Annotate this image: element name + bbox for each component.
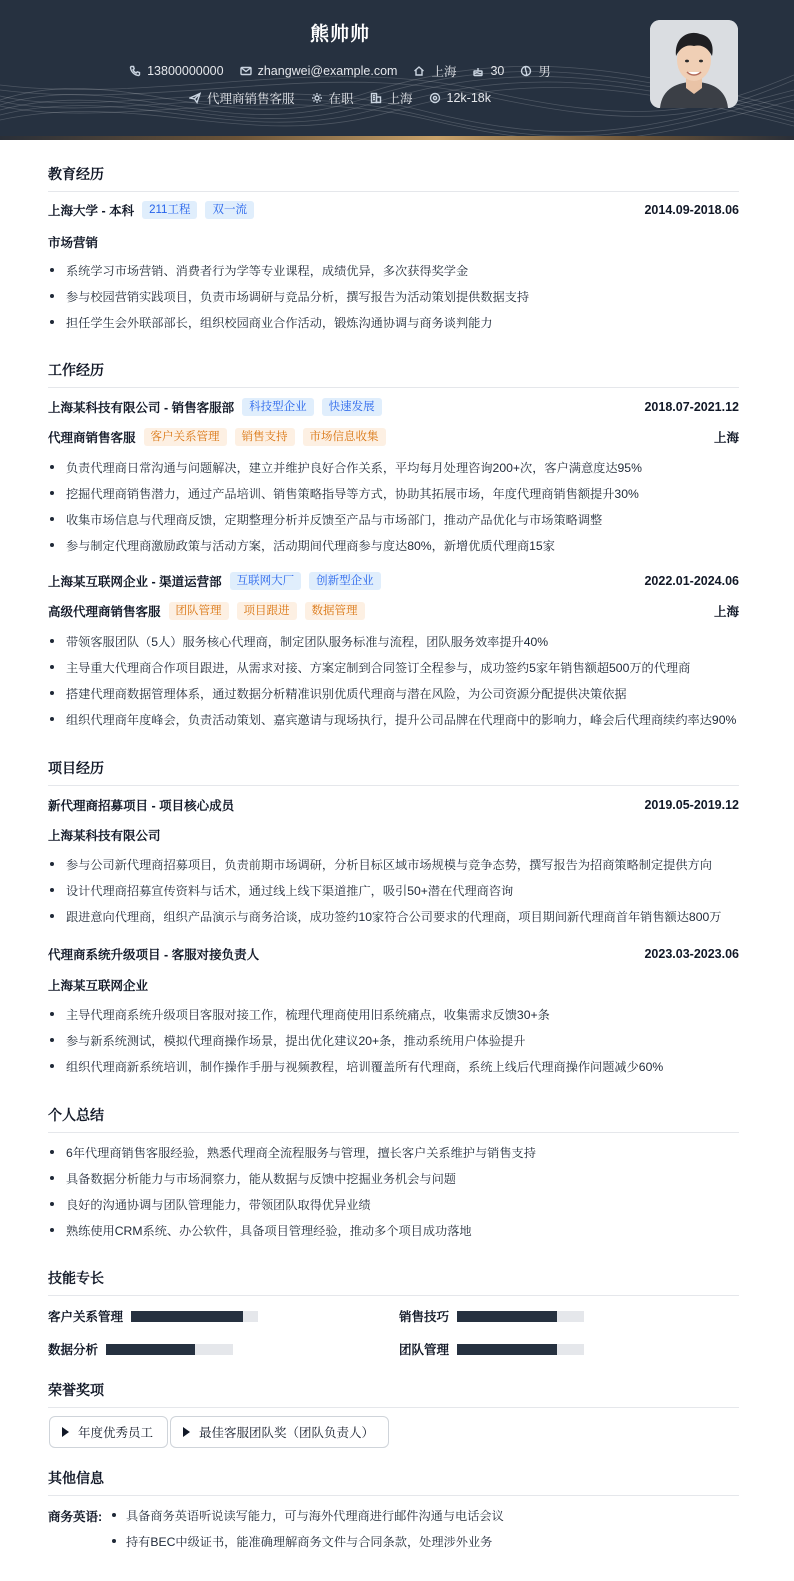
gender-text: 男 bbox=[538, 65, 551, 79]
building-icon bbox=[370, 92, 382, 104]
resume-header bbox=[0, 0, 794, 140]
education-header-row bbox=[48, 201, 739, 219]
avatar bbox=[650, 20, 738, 108]
location-info bbox=[413, 62, 456, 80]
gear-icon bbox=[311, 92, 323, 104]
summary-bullet: 熟练使用CRM系统、办公软件，具备项目管理经验，推动多个项目成功落地 bbox=[48, 1222, 739, 1239]
school-name: 上海大学 - 本科 bbox=[48, 204, 135, 218]
company-tag: 创新型企业 bbox=[309, 572, 381, 590]
salary-info bbox=[429, 91, 491, 105]
status-info bbox=[311, 89, 354, 107]
job-city: 上海 bbox=[713, 605, 739, 619]
skill-name: 数据分析 bbox=[48, 1343, 99, 1357]
job-bullet: 负责代理商日常沟通与问题解决，建立并维护良好合作关系，平均每月处理咨询200+次，客户满意度达95% bbox=[48, 459, 739, 476]
summary-bullet: 6年代理商销售客服经验，熟悉代理商全流程服务与管理，擅长客户关系维护与销售支持 bbox=[48, 1144, 739, 1161]
award-chip bbox=[170, 1416, 389, 1448]
email-text: zhangwei@example.com bbox=[257, 64, 398, 78]
job-bullet: 主导重大代理商合作项目跟进，从需求对接、方案定制到合同签订全程参与，成功签约5家年销售额超500万的代理商 bbox=[48, 659, 739, 676]
job-header-row bbox=[48, 572, 739, 590]
skill-bar bbox=[457, 1344, 584, 1355]
role-tag: 团队管理 bbox=[169, 602, 229, 620]
other-bullet: 持有BEC中级证书，能准确理解商务文件与合同条款，处理涉外业务 bbox=[110, 1533, 730, 1550]
role-tag: 数据管理 bbox=[305, 602, 365, 620]
target-position-text: 代理商销售客服 bbox=[206, 92, 295, 106]
project-header-row bbox=[48, 796, 739, 814]
location-text: 上海 bbox=[431, 65, 457, 79]
skill-name: 团队管理 bbox=[399, 1343, 450, 1357]
job-city: 上海 bbox=[713, 431, 739, 445]
target-position-info bbox=[189, 89, 295, 107]
education-tag: 双一流 bbox=[205, 201, 254, 219]
skill-name: 销售技巧 bbox=[399, 1310, 450, 1324]
education-period: 2014.09-2018.06 bbox=[644, 203, 739, 217]
job-company: 上海某科技有限公司 - 销售客服部 bbox=[48, 401, 235, 415]
play-icon bbox=[62, 1427, 69, 1437]
contact-row bbox=[0, 62, 680, 80]
education-tag: 211工程 bbox=[142, 201, 197, 219]
project-bullet: 设计代理商招募宣传资料与话术，通过线上线下渠道推广，吸引50+潜在代理商咨询 bbox=[48, 882, 739, 899]
project-name: 新代理商招募项目 - 项目核心成员 bbox=[48, 799, 235, 813]
target-city-text: 上海 bbox=[387, 92, 413, 106]
awards-section-title: 荣誉奖项 bbox=[48, 1380, 739, 1408]
coin-icon bbox=[429, 92, 441, 104]
award-label: 最佳客服团队奖（团队负责人） bbox=[199, 1426, 375, 1440]
job-role: 高级代理商销售客服 bbox=[48, 605, 161, 619]
education-bullet: 参与校园营销实践项目，负责市场调研与竞品分析，撰写报告为活动策划提供数据支持 bbox=[48, 288, 739, 305]
role-tag: 销售支持 bbox=[235, 428, 295, 446]
skill-bar-fill bbox=[106, 1344, 195, 1355]
salary-text: 12k-18k bbox=[446, 91, 492, 105]
header-accent-bar bbox=[0, 136, 794, 140]
job-bullet: 带领客服团队（5人）服务核心代理商，制定团队服务标准与流程，团队服务效率提升40% bbox=[48, 633, 739, 650]
job-bullet: 挖掘代理商销售潜力，通过产品培训、销售策略指导等方式，协助其拓展市场，年度代理商销售额提升30% bbox=[48, 485, 739, 502]
award-chip bbox=[49, 1416, 168, 1448]
other-section-title: 其他信息 bbox=[48, 1468, 739, 1496]
job-role-row bbox=[48, 602, 739, 620]
phone-info bbox=[129, 64, 223, 78]
cake-icon bbox=[472, 65, 484, 77]
project-bullet: 主导代理商系统升级项目客服对接工作，梳理代理商使用旧系统痛点，收集需求反馈30+条 bbox=[48, 1006, 739, 1023]
avatar-photo bbox=[650, 20, 738, 108]
target-city-info bbox=[370, 89, 413, 107]
candidate-name: 熊帅帅 bbox=[309, 24, 370, 45]
job-bullet: 搭建代理商数据管理体系，通过数据分析精准识别优质代理商与潜在风险，为公司资源分配提供决策依据 bbox=[48, 685, 739, 702]
job-period: 2022.01-2024.06 bbox=[644, 574, 739, 588]
skill-item bbox=[399, 1307, 584, 1325]
education-section-title: 教育经历 bbox=[48, 164, 739, 192]
email-info bbox=[240, 64, 398, 78]
project-period: 2023.03-2023.06 bbox=[644, 947, 739, 961]
job-bullet: 组织代理商年度峰会，负责活动策划、嘉宾邀请与现场执行，提升公司品牌在代理商中的影响力，峰会后代理商续约率达90% bbox=[48, 711, 739, 728]
project-name: 代理商系统升级项目 - 客服对接负责人 bbox=[48, 948, 260, 962]
skill-item bbox=[399, 1340, 584, 1358]
gender-info bbox=[520, 62, 551, 80]
skill-bar-fill bbox=[457, 1311, 557, 1322]
phone-icon bbox=[129, 65, 141, 77]
job-header-row bbox=[48, 398, 739, 416]
job-role-row bbox=[48, 428, 739, 446]
skill-item bbox=[48, 1340, 233, 1358]
award-label: 年度优秀员工 bbox=[78, 1426, 154, 1440]
job-intent-row bbox=[0, 89, 680, 107]
project-company: 上海某科技有限公司 bbox=[48, 829, 161, 843]
phone-text: 13800000000 bbox=[147, 64, 224, 78]
project-bullet: 参与公司新代理商招募项目，负责前期市场调研，分析目标区域市场规模与竞争态势，撰写报告为招商策略制定提供方向 bbox=[48, 856, 739, 873]
company-tag: 互联网大厂 bbox=[230, 572, 302, 590]
skill-bar-fill bbox=[131, 1311, 243, 1322]
skill-bar bbox=[106, 1344, 233, 1355]
education-bullet: 担任学生会外联部部长，组织校园商业合作活动，锻炼沟通协调与商务谈判能力 bbox=[48, 314, 739, 331]
project-company: 上海某互联网企业 bbox=[48, 979, 149, 993]
play-icon bbox=[183, 1427, 190, 1437]
summary-bullet: 具备数据分析能力与市场洞察力，能从数据与反馈中挖掘业务机会与问题 bbox=[48, 1170, 739, 1187]
company-tag: 科技型企业 bbox=[242, 398, 314, 416]
gender-icon bbox=[520, 65, 532, 77]
age-info bbox=[472, 64, 504, 78]
project-header-row bbox=[48, 945, 739, 963]
skill-item bbox=[48, 1307, 258, 1325]
role-tag: 客户关系管理 bbox=[144, 428, 227, 446]
project-bullet: 参与新系统测试，模拟代理商操作场景，提出优化建议20+条，推动系统用户体验提升 bbox=[48, 1032, 739, 1049]
send-icon bbox=[189, 92, 201, 104]
mail-icon bbox=[240, 65, 252, 77]
education-major: 市场营销 bbox=[48, 236, 99, 250]
job-bullet: 参与制定代理商激励政策与活动方案，活动期间代理商参与度达80%，新增优质代理商15家 bbox=[48, 537, 739, 554]
other-label: 商务英语: bbox=[48, 1510, 103, 1524]
age-text: 30 bbox=[490, 64, 505, 78]
job-company: 上海某互联网企业 - 渠道运营部 bbox=[48, 575, 222, 589]
project-bullet: 跟进意向代理商，组织产品演示与商务洽谈，成功签约10家符合公司要求的代理商，项目期间新代理商首年销售额达800万 bbox=[48, 908, 739, 925]
project-section-title: 项目经历 bbox=[48, 758, 739, 786]
education-bullet: 系统学习市场营销、消费者行为学等专业课程，成绩优异，多次获得奖学金 bbox=[48, 262, 739, 279]
job-bullet: 收集市场信息与代理商反馈，定期整理分析并反馈至产品与市场部门，推动产品优化与市场策略调整 bbox=[48, 511, 739, 528]
project-period: 2019.05-2019.12 bbox=[644, 798, 739, 812]
other-bullet: 具备商务英语听说读写能力，可与海外代理商进行邮件沟通与电话会议 bbox=[110, 1507, 730, 1524]
skill-name: 客户关系管理 bbox=[48, 1310, 124, 1324]
skill-bar bbox=[131, 1311, 258, 1322]
company-tag: 快速发展 bbox=[322, 398, 382, 416]
skills-section-title: 技能专长 bbox=[48, 1268, 739, 1296]
skill-bar-fill bbox=[457, 1344, 557, 1355]
role-tag: 项目跟进 bbox=[237, 602, 297, 620]
role-tag: 市场信息收集 bbox=[303, 428, 386, 446]
work-section-title: 工作经历 bbox=[48, 360, 739, 388]
job-role: 代理商销售客服 bbox=[48, 431, 136, 445]
job-period: 2018.07-2021.12 bbox=[644, 400, 739, 414]
home-icon bbox=[413, 65, 425, 77]
project-bullet: 组织代理商新系统培训，制作操作手册与视频教程，培训覆盖所有代理商，系统上线后代理商操作问题减少60% bbox=[48, 1058, 739, 1075]
skill-bar bbox=[457, 1311, 584, 1322]
summary-section-title: 个人总结 bbox=[48, 1105, 739, 1133]
status-text: 在职 bbox=[328, 92, 354, 106]
summary-bullet: 良好的沟通协调与团队管理能力，带领团队取得优异业绩 bbox=[48, 1196, 739, 1213]
